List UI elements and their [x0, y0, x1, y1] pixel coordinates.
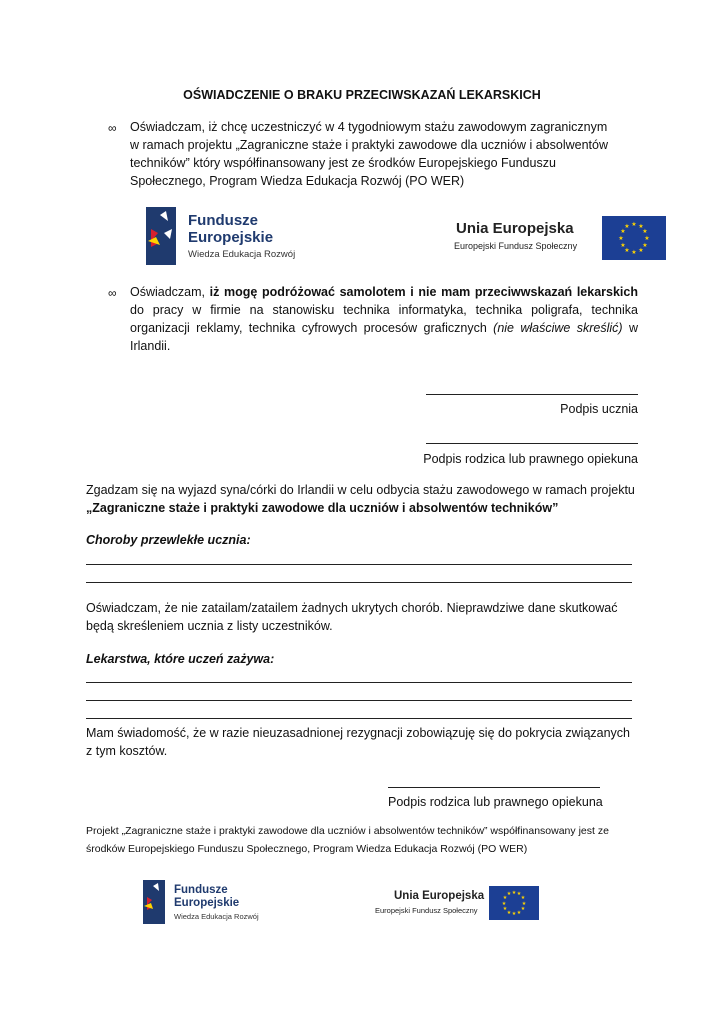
awareness-text: Mam świadomość, że w razie nieuzasadnionej rezygnacji zobowiązuję się do pokrycia związanych z tym kosztów.: [86, 726, 631, 758]
fundusze-europejskie-logo: [146, 207, 316, 267]
svg-text:★: ★: [631, 221, 637, 228]
svg-text:★: ★: [502, 895, 508, 901]
signature-line-student: [426, 394, 638, 395]
svg-text:★: ★: [644, 235, 650, 242]
unia-europejska-logo-footer: [372, 886, 542, 922]
svg-text:★: ★: [511, 890, 517, 896]
svg-text:★: ★: [516, 891, 522, 897]
svg-text:★: ★: [624, 247, 630, 254]
eu-flag-icon: [602, 216, 666, 260]
svg-text:★: ★: [642, 228, 648, 235]
svg-text:★: ★: [638, 247, 644, 254]
chronic-diseases-label: Choroby przewlekłe ucznia:: [86, 533, 251, 547]
declaration-text: Oświadczam, że nie zatailam/zatailem żadnych ukrytych chorób. Nieprawdziwe dane skutkować będą skreśleniem ucznia z listy uczestników.: [86, 601, 618, 633]
signature-label-parent-1: Podpis rodzica lub prawnego opiekuna: [423, 452, 638, 466]
fe-footer-line1: Fundusze: [174, 884, 228, 896]
svg-text:★: ★: [516, 910, 522, 916]
footer-text: Projekt „Zagraniczne staże i praktyki zawodowe dla uczniów i absolwentów techników” współfinansowany jest ze środków Europejskiego Funduszu Społecznego, Program Wiedza Edukacja Rozwój (PO WER): [86, 825, 609, 855]
fe-footer-line2: Europejskie: [174, 897, 240, 909]
statement-2-middle: do pracy w firmie na stanowisku technika informatyka, technika poligrafa, technika organizacji reklamy, technika cyfrowych procesów graficznych: [130, 303, 638, 335]
medications-line-2: [86, 700, 632, 701]
eu-flag-icon-footer: [489, 886, 539, 920]
signature-label-parent-2: Podpis rodzica lub prawnego opiekuna: [388, 795, 603, 809]
svg-text:★: ★: [511, 911, 517, 917]
ue-footer-subtitle: Europejski Fundusz Społeczny: [375, 906, 478, 915]
signature-label-student: Podpis ucznia: [560, 402, 638, 416]
unia-europejska-logo: [448, 216, 668, 260]
fe-star-icon: [146, 207, 178, 265]
ue-subtitle: Europejski Fundusz Społeczny: [454, 241, 578, 251]
svg-text:★: ★: [620, 242, 626, 249]
fe-star-icon-footer: [143, 880, 167, 924]
svg-text:★: ★: [502, 906, 508, 912]
statement-2-italic: (nie właściwe skreślić): [493, 321, 623, 335]
fundusze-europejskie-logo-footer: [143, 880, 273, 926]
svg-text:★: ★: [506, 910, 512, 916]
svg-text:★: ★: [506, 891, 512, 897]
statement-2-bold: iż mogę podróżować samolotem i nie mam przeciwwskazań lekarskich: [209, 285, 638, 299]
bullet-symbol-1: ∞: [108, 121, 117, 135]
svg-text:★: ★: [520, 906, 526, 912]
consent-text: Zgadzam się na wyjazd syna/córki do Irlandii w celu odbycia stażu zawodowego w ramach projektu: [86, 483, 635, 497]
svg-text:★: ★: [642, 242, 648, 249]
ue-title: Unia Europejska: [456, 220, 574, 237]
svg-text:★: ★: [521, 901, 527, 907]
fe-footer-subtitle: Wiedza Edukacja Rozwój: [174, 912, 259, 921]
medications-line-1: [86, 682, 632, 683]
svg-text:★: ★: [638, 223, 644, 230]
consent-project: „Zagraniczne staże i praktyki zawodowe dla uczniów i absolwentów techników”: [86, 501, 559, 515]
statement-2-tail: w Irlandii.: [130, 321, 639, 353]
svg-text:★: ★: [620, 228, 626, 235]
chronic-diseases-line-1: [86, 564, 632, 565]
statement-2-lead: Oświadczam,: [130, 285, 210, 299]
fe-title-line2: Europejskie: [188, 229, 274, 246]
svg-text:★: ★: [631, 249, 637, 256]
medications-line-3: [86, 718, 632, 719]
ue-footer-title: Unia Europejska: [394, 890, 485, 902]
svg-text:★: ★: [618, 235, 624, 242]
chronic-diseases-line-2: [86, 582, 632, 583]
fe-title-line1: Fundusze: [188, 212, 258, 229]
statement-1: Oświadczam, iż chcę uczestniczyć w 4 tygodniowym stażu zawodowym zagranicznym w ramach projektu „Zagraniczne staże i praktyki zawodowe dla uczniów i absolwentów techników” który współfinansowany jest ze środków Europejskiego Funduszu Społecznego, Program Wiedza Edukacja Rozwój (PO WER): [130, 120, 608, 188]
signature-line-parent-1: [426, 443, 638, 444]
bullet-symbol-2: ∞: [108, 286, 117, 300]
svg-text:★: ★: [624, 223, 630, 230]
page-title: OŚWIADCZENIE O BRAKU PRZECIWSKAZAŃ LEKARSKICH: [183, 88, 541, 102]
svg-text:★: ★: [520, 895, 526, 901]
signature-line-parent-2: [388, 787, 600, 788]
svg-text:★: ★: [501, 901, 507, 907]
statement-2: [130, 283, 638, 355]
fe-subtitle: Wiedza Edukacja Rozwój: [188, 249, 296, 260]
medications-label: Lekarstwa, które uczeń zażywa:: [86, 652, 275, 666]
